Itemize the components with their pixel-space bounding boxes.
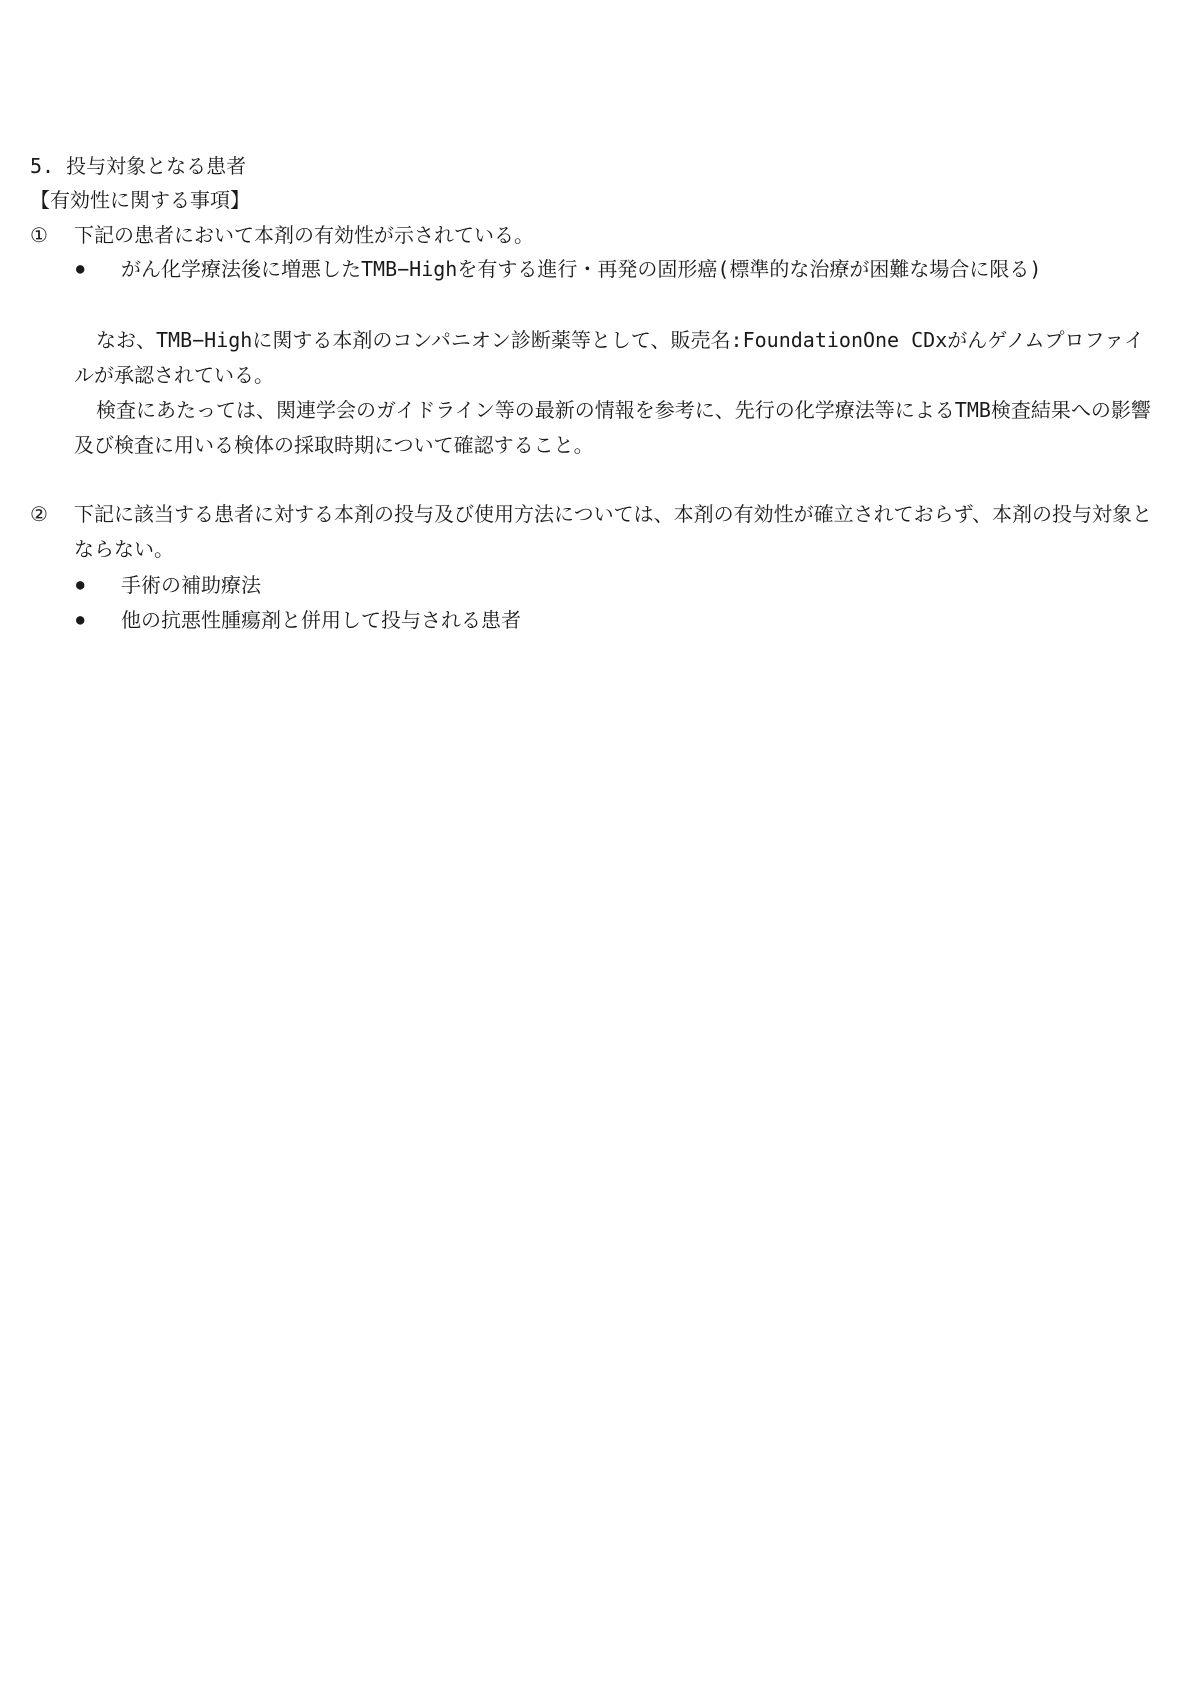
item-1-text: 下記の患者において本剤の有効性が示されている。 — [74, 223, 534, 247]
bullet-icon: ● — [76, 612, 85, 628]
section-title: 5. 投与対象となる患者 — [30, 154, 247, 178]
bullet-icon: ● — [76, 577, 85, 593]
item-2-text: 下記に該当する患者に対する本剤の投与及び使用方法については、本剤の有効性が確立されておらず、本剤の投与対象とならない。 — [74, 502, 1152, 561]
item-2-number: ② — [30, 502, 48, 526]
item-1-paragraph-1: なお、TMB−Highに関する本剤のコンパニオン診断薬等として、販売名:FoundationOne CDxがんゲノムプロファイルが承認されている。 — [74, 328, 1145, 387]
subsection-title: 【有効性に関する事項】 — [30, 188, 250, 212]
bullet-icon: ● — [76, 261, 85, 277]
item-2 — [0, 497, 1181, 567]
item-1-number: ① — [30, 223, 48, 247]
item-1-paragraph-2: 検査にあたっては、関連学会のガイドライン等の最新の情報を参考に、先行の化学療法等によるTMB検査結果への影響及び検査に用いる検体の採取時期について確認すること。 — [74, 398, 1151, 457]
item-2-bullet-2-text: 他の抗悪性腫瘍剤と併用して投与される患者 — [121, 608, 521, 632]
item-1-bullet-1-text: がん化学療法後に増悪したTMB−Highを有する進行・再発の固形癌(標準的な治療が困難な場合に限る) — [121, 257, 1042, 281]
item-2-bullet-1-text: 手術の補助療法 — [121, 573, 261, 597]
